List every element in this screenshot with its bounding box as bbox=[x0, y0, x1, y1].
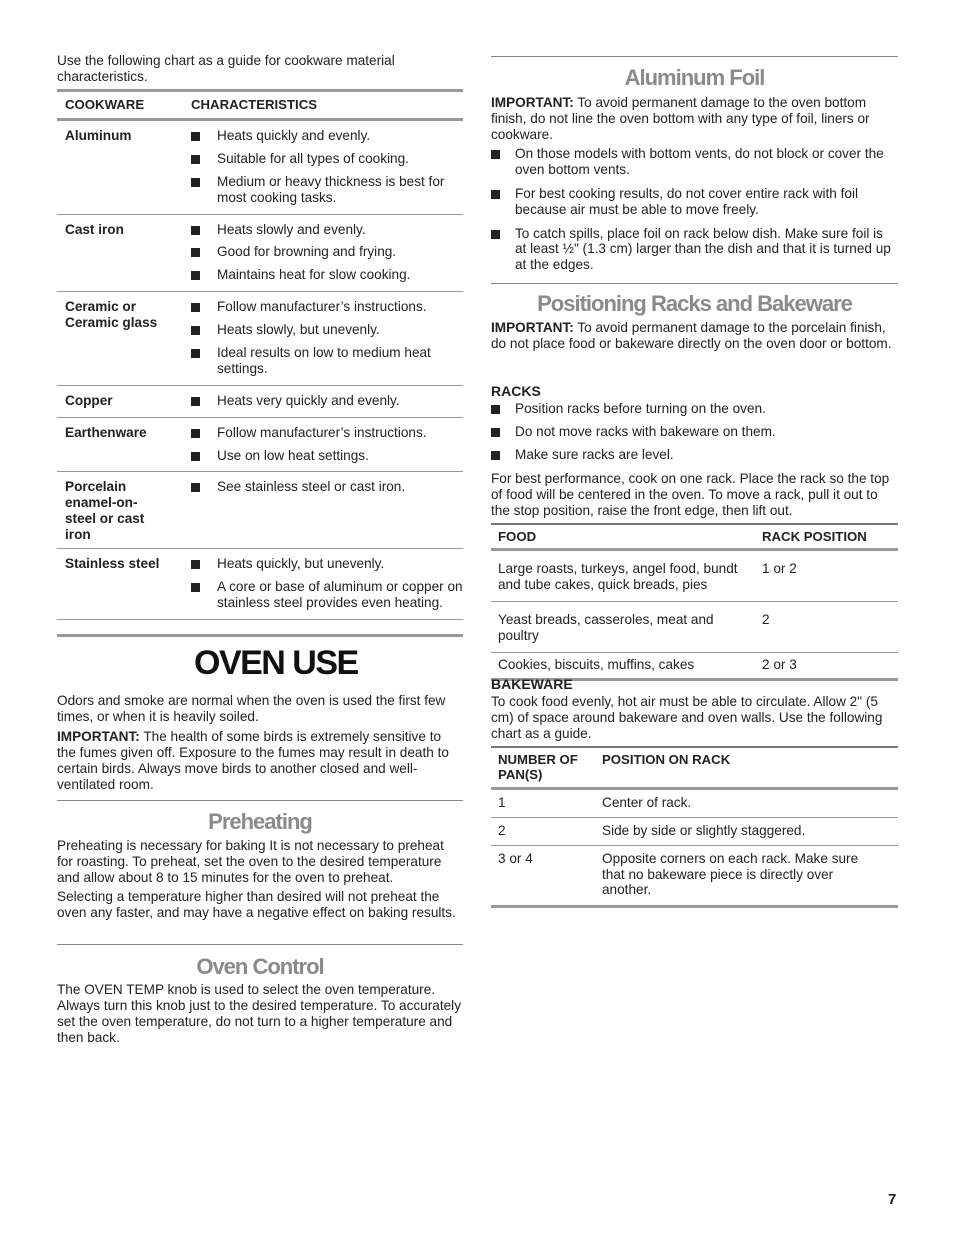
bullet-text: Medium or heavy thickness is best for most cooking tasks. bbox=[217, 173, 445, 205]
cookware-name: Porcelain enamel-on-steel or cast iron bbox=[65, 479, 145, 543]
important-label: IMPORTANT: bbox=[491, 95, 574, 110]
rack-position-table bbox=[491, 523, 898, 681]
preheating-paragraph-2: Selecting a temperature higher than desired will not preheat the oven any faster, and may have a negative effect on baking results. bbox=[57, 889, 456, 920]
preheating-heading: Preheating bbox=[208, 809, 312, 834]
bakeware-heading: BAKEWARE bbox=[491, 676, 573, 692]
cookware-characteristics bbox=[191, 297, 463, 380]
positioning-rule bbox=[491, 283, 898, 284]
square-bullet-icon bbox=[491, 230, 500, 239]
preheating-rule bbox=[57, 800, 463, 801]
header-cookware: COOKWARE bbox=[65, 97, 145, 113]
bullet-item bbox=[191, 128, 463, 144]
square-bullet-icon bbox=[191, 132, 200, 141]
square-bullet-icon bbox=[191, 248, 200, 257]
pan-count-cell: 1 bbox=[498, 794, 506, 810]
header-food: FOOD bbox=[498, 529, 537, 544]
square-bullet-icon bbox=[491, 150, 500, 159]
cookware-name: Copper bbox=[65, 392, 113, 408]
pan-table-rows bbox=[491, 790, 898, 908]
table-row bbox=[491, 551, 898, 602]
rack-position-cell: 2 bbox=[762, 612, 770, 628]
cookware-characteristics bbox=[191, 554, 463, 614]
bullet-text: A core or base of aluminum or copper on stainless steel provides even heating. bbox=[217, 578, 463, 610]
important-text: The health of some birds is extremely sensitive to the fumes given off. Exposure to the fumes may result in death to certain birds. Always move birds to another closed and well-ventilated room. bbox=[57, 729, 449, 792]
oven-control-heading: Oven Control bbox=[196, 954, 324, 979]
header-number-of-pans: NUMBER OF PAN(S) bbox=[498, 752, 578, 783]
bullet-text: Do not move racks with bakeware on them. bbox=[515, 423, 776, 439]
bullet-item bbox=[191, 322, 463, 338]
positioning-important bbox=[491, 320, 898, 352]
pan-table-header bbox=[491, 746, 898, 790]
cookware-table-header bbox=[57, 89, 463, 121]
page-number: 7 bbox=[888, 1191, 897, 1208]
header-position-on-rack: POSITION ON RACK bbox=[602, 752, 731, 767]
bullet-text: Heats slowly, but unevenly. bbox=[217, 322, 380, 338]
cookware-row bbox=[57, 292, 463, 386]
bullet-item bbox=[191, 448, 463, 464]
rack-position-cell: 2 or 3 bbox=[762, 657, 797, 672]
square-bullet-icon bbox=[191, 303, 200, 312]
bullet-text: Follow manufacturer’s instructions. bbox=[217, 424, 427, 440]
square-bullet-icon bbox=[491, 428, 500, 437]
bullet-text: Ideal results on low to medium heat settings. bbox=[217, 345, 431, 376]
bullet-item bbox=[191, 479, 463, 495]
pan-position-cell: Center of rack. bbox=[602, 794, 692, 810]
bullet-text: Maintains heat for slow cooking. bbox=[217, 267, 411, 283]
bullet-text: Heats quickly and evenly. bbox=[217, 128, 371, 143]
bullet-text: To catch spills, place foil on rack below dish. Make sure foil is at least ½" (1.3 cm) larger than the dish and that it is turned up at the edges. bbox=[515, 225, 891, 273]
cookware-row bbox=[57, 121, 463, 215]
cookware-rows bbox=[57, 121, 463, 620]
square-bullet-icon bbox=[191, 349, 200, 358]
racks-heading: RACKS bbox=[491, 383, 541, 399]
food-cell: Cookies, biscuits, muffins, cakes bbox=[498, 657, 695, 672]
bullet-text: Use on low heat settings. bbox=[217, 447, 369, 463]
bakeware-paragraph: To cook food evenly, hot air must be able to circulate. Allow 2" (5 cm) of space around bakeware and oven walls. Use the following chart as a guide. bbox=[491, 694, 883, 741]
bullet-item bbox=[491, 424, 898, 440]
cookware-characteristics bbox=[191, 220, 463, 287]
bullet-text: On those models with bottom vents, do not block or cover the oven bottom vents. bbox=[515, 146, 884, 177]
bullet-text: Heats quickly, but unevenly. bbox=[217, 556, 385, 572]
oven-use-title: OVEN USE bbox=[194, 644, 358, 682]
racks-list bbox=[491, 401, 898, 470]
bullet-item bbox=[191, 345, 463, 377]
square-bullet-icon bbox=[491, 190, 500, 199]
pan-position-cell: Opposite corners on each rack. Make sure that no bakeware piece is directly over another. bbox=[602, 850, 859, 898]
important-text: To avoid permanent damage to the porcelain finish, do not place food or bakeware directly on the oven door or bottom. bbox=[491, 320, 892, 351]
aluminum-foil-important bbox=[491, 95, 898, 143]
square-bullet-icon bbox=[491, 451, 500, 460]
bullet-item bbox=[491, 226, 898, 274]
food-cell: Yeast breads, casseroles, meat and poultry bbox=[498, 612, 714, 644]
intro-text: Use the following chart as a guide for cookware material characteristics. bbox=[57, 53, 395, 84]
cookware-row bbox=[57, 418, 463, 473]
bullet-text: Heats slowly and evenly. bbox=[217, 221, 366, 237]
square-bullet-icon bbox=[191, 271, 200, 280]
header-characteristics: CHARACTERISTICS bbox=[191, 97, 318, 113]
pan-count-cell: 3 or 4 bbox=[498, 850, 533, 866]
square-bullet-icon bbox=[191, 583, 200, 592]
aluminum-foil-rule bbox=[491, 56, 898, 57]
oven-control-rule bbox=[57, 944, 463, 945]
bullet-item bbox=[191, 556, 463, 572]
bullet-item bbox=[191, 244, 463, 260]
bullet-item bbox=[491, 146, 898, 178]
square-bullet-icon bbox=[191, 452, 200, 461]
square-bullet-icon bbox=[191, 483, 200, 492]
bullet-item bbox=[191, 299, 463, 315]
oven-use-paragraph: Odors and smoke are normal when the oven is used the first few times, or when it is heavily soiled. bbox=[57, 693, 446, 724]
bullet-text: See stainless steel or cast iron. bbox=[217, 479, 406, 495]
pan-position-table bbox=[491, 746, 898, 908]
cookware-row bbox=[57, 215, 463, 293]
important-text: To avoid permanent damage to the oven bottom finish, do not line the oven bottom with any type of foil, liners or cookware. bbox=[491, 95, 870, 142]
racks-paragraph: For best performance, cook on one rack. Place the rack so the top of food will be centered in the oven. To move a rack, pull it out to the stop position, raise the front edge, then lift out. bbox=[491, 471, 890, 518]
bullet-text: Good for browning and frying. bbox=[217, 244, 397, 260]
pan-count-cell: 2 bbox=[498, 822, 506, 838]
cookware-row bbox=[57, 549, 463, 620]
rack-table-header bbox=[491, 523, 898, 551]
cookware-row bbox=[57, 386, 463, 418]
cookware-row bbox=[57, 472, 463, 549]
square-bullet-icon bbox=[491, 405, 500, 414]
pan-position-cell: Side by side or slightly staggered. bbox=[602, 822, 806, 838]
square-bullet-icon bbox=[191, 326, 200, 335]
bullet-text: Suitable for all types of cooking. bbox=[217, 150, 409, 166]
cookware-table bbox=[57, 89, 463, 620]
square-bullet-icon bbox=[191, 429, 200, 438]
square-bullet-icon bbox=[191, 178, 200, 187]
bullet-item bbox=[191, 174, 463, 206]
table-row bbox=[491, 790, 898, 818]
table-row bbox=[491, 846, 898, 909]
cookware-name: Cast iron bbox=[65, 221, 124, 237]
rack-table-rows bbox=[491, 551, 898, 680]
rack-position-cell: 1 or 2 bbox=[762, 561, 797, 577]
bullet-text: Position racks before turning on the oven. bbox=[515, 401, 766, 416]
preheating-paragraph-1: Preheating is necessary for baking It is not necessary to preheat for roasting. To preheat, set the oven to the desired temperature and allow about 8 to 15 minutes for the oven to preheat. bbox=[57, 838, 444, 885]
cookware-characteristics bbox=[191, 477, 463, 543]
oven-use-important bbox=[57, 729, 461, 793]
bullet-item bbox=[191, 222, 463, 238]
cookware-name: Earthenware bbox=[65, 424, 147, 440]
bullet-item bbox=[191, 393, 463, 409]
important-label: IMPORTANT: bbox=[57, 729, 140, 744]
food-cell: Large roasts, turkeys, angel food, bundt and tube cakes, quick breads, pies bbox=[498, 561, 738, 593]
cookware-characteristics bbox=[191, 391, 463, 412]
header-rack-position: RACK POSITION bbox=[762, 529, 867, 544]
cookware-name: Stainless steel bbox=[65, 556, 160, 572]
important-label: IMPORTANT: bbox=[491, 320, 574, 335]
square-bullet-icon bbox=[191, 226, 200, 235]
cookware-characteristics bbox=[191, 423, 463, 467]
square-bullet-icon bbox=[191, 397, 200, 406]
aluminum-foil-heading: Aluminum Foil bbox=[624, 65, 765, 90]
oven-use-rule bbox=[57, 634, 463, 637]
table-row bbox=[491, 602, 898, 653]
cookware-name: Aluminum bbox=[65, 128, 132, 143]
bullet-item bbox=[491, 401, 898, 417]
bullet-text: For best cooking results, do not cover entire rack with foil because air must be able to move freely. bbox=[515, 185, 859, 217]
table-row bbox=[491, 818, 898, 846]
bullet-item bbox=[491, 447, 898, 463]
bullet-item bbox=[191, 267, 463, 283]
bullet-item bbox=[191, 425, 463, 441]
cookware-name: Ceramic or Ceramic glass bbox=[65, 299, 158, 331]
bullet-text: Heats very quickly and evenly. bbox=[217, 392, 400, 408]
square-bullet-icon bbox=[191, 155, 200, 164]
aluminum-foil-list bbox=[491, 146, 898, 281]
cookware-characteristics bbox=[191, 126, 463, 209]
oven-control-paragraph: The OVEN TEMP knob is used to select the oven temperature. Always turn this knob just to the desired temperature. To accurately set the oven temperature, do not turn to a higher temperature and then back. bbox=[57, 982, 461, 1045]
bullet-item bbox=[191, 579, 463, 611]
square-bullet-icon bbox=[191, 560, 200, 569]
bullet-text: Follow manufacturer’s instructions. bbox=[217, 299, 427, 315]
bullet-item bbox=[491, 186, 898, 218]
bullet-text: Make sure racks are level. bbox=[515, 446, 674, 462]
positioning-heading: Positioning Racks and Bakeware bbox=[537, 291, 852, 316]
bullet-item bbox=[191, 151, 463, 167]
